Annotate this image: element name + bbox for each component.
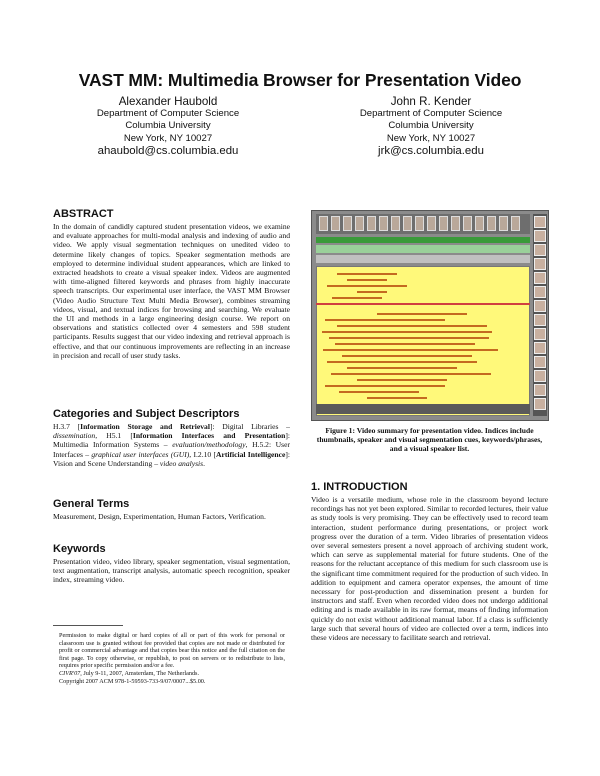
abstract-text: In the domain of candidly captured student presentation videos, we examine and evaluate approaches for multi-modal analysis and indexing of audio and video. We apply visual segmentation techniques on unedited video to determine likely changes of topics. Speaker segmentation methods are employed to determine individual student appearances, which are linked to extracted headshots to create a visual speaker index. Videos are augmented with time-aligned filtered keywords and phrases from highly inaccurate speech transcripts. Our experimental user interface, the VAST MM Browser (Video Audio Structure Text Multi Media Browser), combines streaming videos, visual, and textual indices for browsing and searching. We evaluate the UI and methods in a large engineering design course. We report on observations and statistics collected over 4 semesters and 598 student participants. Results suggest that our video indexing and retrieval approach is effective, and that our continuous improvements are reflecting in an increase in precision and recall of user study tasks. [53,222,290,360]
categories-section [53,408,290,468]
paper-title: VAST MM: Multimedia Browser for Presentation Video [78,70,522,90]
general-terms-section [53,498,290,521]
categories-heading: Categories and Subject Descriptors [53,408,240,420]
author-block-2 [311,95,551,158]
introduction-text: Video is a versatile medium, whose role in the classroom beyond lecture recordings has not yet been explored. Similar to recorded lectures, their value as study tools is very promising. They can be effectively used to record team interaction, student performance during presentations, or project work progress over the duration of a term. Video libraries of presentation videos over several semesters present a novel approach of archiving student work, which can serve as supplemental material for future students. One of the reasons for the reluctant acceptance of this medium for such classroom use is the significant time commitment required for the production of such video. In addition to equipment and camera operator expenses, the amount of time necessary for post-production and dissemination present a burden for instructors and staff. Even when recorded video does not undergo additional editing and is made available in its raw format, means of finding information quickly do not exist without additional manual labor. If a class is sufficiently large such that several hours of video are collected over a term, indices into these videos are necessary to facilitate search and retrieval. [311,495,548,643]
thumbnail-strip [316,214,530,234]
author-univ: Columbia University [125,120,211,132]
figure-video-summary [311,210,549,421]
general-terms-text: Measurement, Design, Experimentation, Human Factors, Verification. [53,512,266,521]
general-terms-heading: General Terms [53,498,130,510]
permission-text: Permission to make digital or hard copies of all or part of this work for personal or classroom use is granted without fee provided that copies are not made or distributed for profit or commercial advantage and that copies bear this notice and the full citation on the first page. To copy otherwise, or republish, to post on servers or to redistribute to lists, requires prior specific permission and/or a fee. [59,632,285,670]
author-dept: Department of Computer Science [96,108,240,119]
author-email[interactable]: ahaubold@cs.columbia.edu [97,144,239,157]
author-block-1 [48,95,288,158]
author-dept: Department of Computer Science [359,108,503,119]
author-city: New York, NY 10027 [386,132,476,144]
abstract-section [53,208,290,360]
keywords-text: Presentation video, video library, speaker segmentation, visual segmentation, text augmentation, transcript analysis, automatic speech recognition, speaker index, streaming video. [53,557,290,585]
introduction-heading: 1. INTRODUCTION [311,481,408,493]
author-email[interactable]: jrk@cs.columbia.edu [378,144,484,157]
speaker-list [533,214,547,416]
venue: CIVR'07 [59,669,81,677]
author-univ: Columbia University [388,120,474,132]
author-name: Alexander Haubold [118,95,218,108]
speaker-segment-track [316,237,530,243]
categories-text: H.3.7 [Information Storage and Retrieval]: Digital Libraries – dissemination, H5.1 [Information Interfaces and Presentation]: Multimedia Information Systems – evaluation/methodology, H.5.2: User Interfaces – graphical user interfaces (GUI), I.2.10 [Artificial Intelligence]: Vision and Scene Understanding – video analysis. [53,422,291,468]
figure-caption: Figure 1: Video summary for presentation video. Indices include thumbnails, speaker and visual segmentation cues, keywords/phrases, and a visual speaker list. [316,426,543,454]
keywords-section [53,543,290,585]
keyword-phrase-panel [316,266,530,416]
timeline-track [316,255,530,263]
author-city: New York, NY 10027 [123,132,213,144]
author-name: John R. Kender [390,95,472,108]
visual-segment-track [316,245,530,253]
permission-notice [59,632,285,685]
playhead-line [316,303,530,305]
introduction-section [311,481,548,642]
keywords-heading: Keywords [53,543,106,555]
copyright: Copyright 2007 ACM 978-1-59593-733-9/07/0007...$5.00. [59,677,206,685]
abstract-heading: ABSTRACT [53,208,114,220]
venue-details: , July 9-11, 2007, Amsterdam, The Netherlands. [80,669,200,677]
footnote-divider [53,625,123,626]
bottom-scroll-bar [316,404,530,414]
